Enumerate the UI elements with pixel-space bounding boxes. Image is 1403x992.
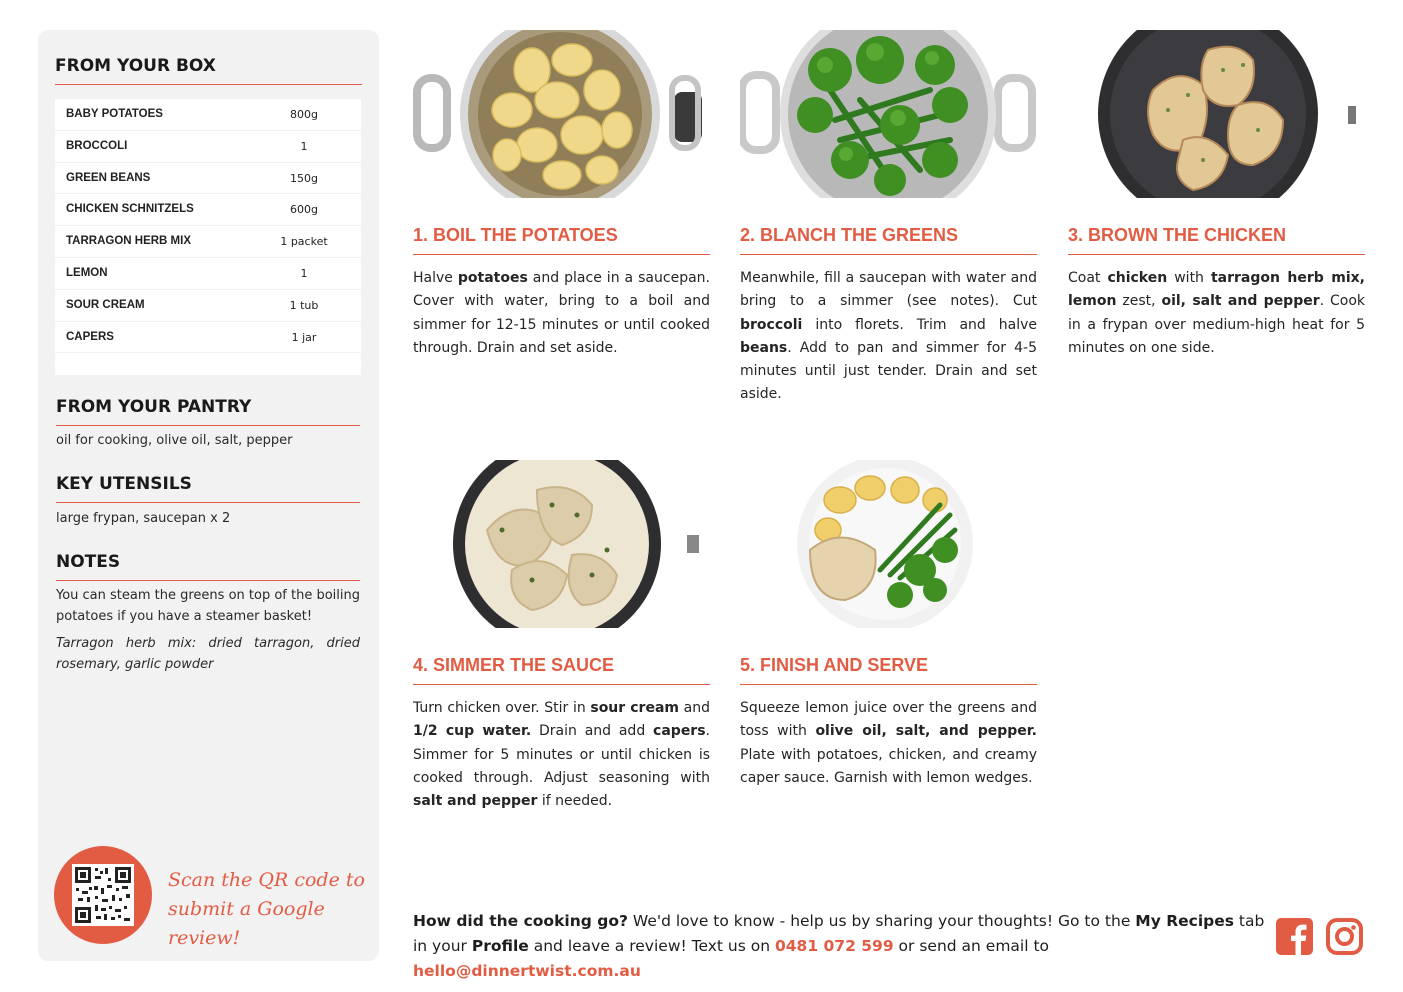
facebook-icon[interactable] [1276, 918, 1313, 955]
ingredient-row [55, 131, 361, 163]
pantry-title: FROM YOUR PANTRY [56, 397, 360, 426]
qr-badge[interactable] [54, 846, 152, 944]
notes-text: You can steam the greens on top of the boiling potatoes if you have a steamer basket! [56, 588, 360, 624]
step-2-body: Meanwhile, fill a saucepan with water and bring to a simmer (see notes). Cut broccoli into florets. Trim and halve beans. Add to pan and simmer for 4-5 minutes until just tender. Drain and set aside. [740, 270, 1037, 403]
box-title: FROM YOUR BOX [55, 56, 362, 85]
ingredient-name: CHICKEN SCHNITZELS [66, 203, 194, 216]
ingredient-qty: 1 [300, 139, 308, 153]
ingredient-qty: 150g [290, 171, 318, 185]
ingredient-qty: 1 [300, 266, 308, 280]
qr-caption [168, 866, 368, 953]
step-5-title: 5. FINISH AND SERVE [740, 655, 1037, 685]
step-1-title: 1. BOIL THE POTATOES [413, 225, 710, 255]
notes-herb-mix: Tarragon herb mix: dried tarragon, dried rosemary, garlic powder [56, 636, 360, 672]
ingredient-row [55, 322, 361, 354]
ingredient-row [55, 258, 361, 290]
step-3-body: Coat chicken with tarragon herb mix, lemon zest, oil, salt and pepper. Cook in a frypan over medium-high heat for 5 minutes on one side. [1068, 270, 1365, 356]
phone-link[interactable]: 0481 072 599 [774, 937, 894, 955]
ingredient-name: BABY POTATOES [66, 108, 163, 120]
step-4-body: Turn chicken over. Stir in sour cream and 1/2 cup water. Drain and add capers. Simmer for 5 minutes or until chicken is cooked through. Adjust seasoning with salt and pepper if needed. [413, 700, 710, 810]
notes-title: NOTES [56, 552, 360, 581]
step-3-title: 3. BROWN THE CHICKEN [1068, 225, 1365, 255]
ingredient-qty: 800g [290, 108, 318, 121]
ingredient-qty: 1 tub [289, 298, 319, 312]
ingredient-row [55, 194, 361, 226]
potatoes-pot-photo [412, 30, 712, 198]
step-1-body: Halve potatoes and place in a saucepan. Cover with water, bring to a boil and simmer for 12-15 minutes or until cooked through. Drain and set aside. [413, 270, 710, 356]
chicken-pan-photo [1068, 30, 1368, 198]
ingredient-row [55, 226, 361, 258]
ingredient-name: TARRAGON HERB MIX [66, 235, 192, 248]
qr-caption-line1: Scan the QR code to [168, 869, 365, 891]
ingredient-qty: 1 packet [280, 235, 328, 249]
ingredient-row [55, 163, 361, 195]
instagram-icon[interactable] [1326, 918, 1363, 955]
qr-code-icon [72, 864, 134, 926]
greens-pot-photo [740, 30, 1040, 198]
ingredient-row [55, 99, 361, 131]
ingredient-name: CAPERS [66, 330, 114, 343]
ingredient-name: BROCCOLI [66, 139, 128, 152]
step-5-body: Squeeze lemon juice over the greens and toss with olive oil, salt, and pepper. Plate with potatoes, chicken, and creamy caper sauce. Garnish with lemon wedges. [740, 700, 1037, 786]
step-4-title: 4. SIMMER THE SAUCE [413, 655, 710, 685]
email-link[interactable]: hello@dinnertwist.com.au [413, 962, 641, 980]
ingredient-name: LEMON [66, 266, 108, 279]
utensils-title: KEY UTENSILS [56, 474, 360, 503]
step-2-title: 2. BLANCH THE GREENS [740, 225, 1037, 255]
sauce-pan-photo [412, 460, 712, 628]
ingredient-name: SOUR CREAM [66, 298, 145, 311]
ingredient-row [55, 290, 361, 322]
finished-plate-photo [740, 460, 1040, 628]
qr-caption-line2: submit a Google review! [168, 898, 325, 949]
ingredients-table [55, 99, 361, 375]
feedback-footer: How did the cooking go? We'd love to know - help us by sharing your thoughts! Go to the My Recipes tab in your Profile and leave a review! Text us on 0481 072 599 or send an email to hello@dinnertwist.com.au [413, 912, 1265, 980]
ingredient-qty: 1 jar [291, 330, 317, 344]
ingredient-name: GREEN BEANS [66, 171, 151, 184]
ingredient-qty: 600g [290, 203, 318, 217]
utensils-text: large frypan, saucepan x 2 [56, 511, 231, 526]
pantry-text: oil for cooking, olive oil, salt, pepper [56, 433, 293, 448]
